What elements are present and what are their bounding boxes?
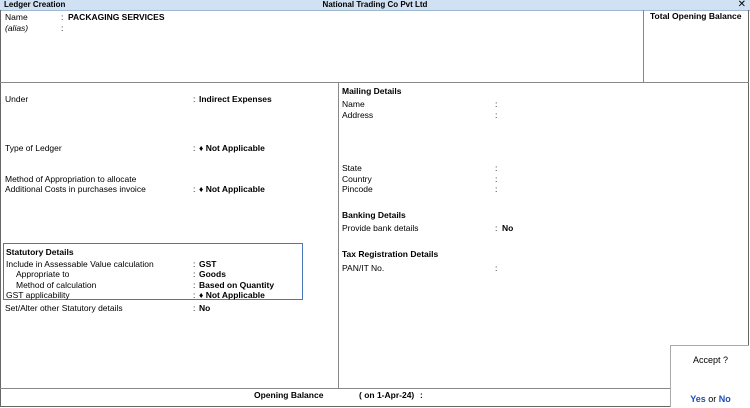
setalter-colon: : — [193, 303, 196, 313]
name-colon: : — [61, 12, 64, 22]
ledger-form — [0, 10, 749, 407]
opening-balance-label: Opening Balance — [254, 390, 324, 400]
method-of-calculation-label: Method of calculation — [16, 280, 97, 290]
method-of-calculation-value[interactable]: Based on Quantity — [199, 280, 275, 290]
gst-applicability-value[interactable]: ♦ Not Applicable — [199, 290, 265, 300]
gst-colon: : — [193, 290, 196, 300]
accept-question: Accept ? — [692, 355, 729, 365]
opening-colon: : — [420, 390, 423, 400]
set-alter-statutory-value[interactable]: No — [199, 303, 211, 313]
state-input[interactable] — [502, 163, 702, 173]
alias-label: (alias) — [5, 23, 29, 33]
appropriate-to-value[interactable]: Goods — [199, 269, 226, 279]
method-appropriation-label: Method of Appropriation to allocate — [5, 174, 137, 184]
set-alter-statutory-label: Set/Alter other Statutory details — [5, 303, 123, 313]
or-text: or — [708, 394, 717, 404]
opening-divider — [643, 10, 644, 82]
pincode-colon: : — [495, 184, 498, 194]
close-icon[interactable]: ✕ — [737, 0, 746, 10]
include-colon: : — [193, 259, 196, 269]
screen-title: Ledger Creation — [4, 0, 66, 9]
alias-input[interactable] — [68, 23, 268, 33]
ledger-name-input[interactable]: PACKAGING SERVICES — [68, 12, 165, 22]
statutory-heading: Statutory Details — [6, 247, 74, 257]
state-colon: : — [495, 163, 498, 173]
method-appropriation-value[interactable]: ♦ Not Applicable — [199, 184, 265, 194]
total-opening-balance-header: Total Opening Balance — [650, 11, 742, 21]
banking-details-heading: Banking Details — [342, 210, 406, 220]
pan-label: PAN/IT No. — [342, 263, 385, 273]
appropriate-to-label: Appropriate to — [16, 269, 70, 279]
provide-bank-details-label: Provide bank details — [342, 223, 419, 233]
under-label: Under — [5, 94, 29, 104]
calc-colon: : — [193, 280, 196, 290]
country-input[interactable] — [502, 174, 702, 184]
state-label: State — [342, 163, 362, 173]
bank-colon: : — [495, 223, 498, 233]
include-assessable-value[interactable]: GST — [199, 259, 217, 269]
provide-bank-details-value[interactable]: No — [502, 223, 514, 233]
no-button[interactable]: No — [718, 394, 731, 404]
type-colon: : — [193, 143, 196, 153]
opening-balance-input[interactable] — [430, 390, 550, 400]
mailing-name-colon: : — [495, 99, 498, 109]
footer-divider — [0, 388, 670, 389]
alias-colon: : — [61, 23, 64, 33]
mailing-name-input[interactable] — [502, 99, 702, 109]
pincode-label: Pincode — [342, 184, 373, 194]
pincode-input[interactable] — [502, 184, 702, 194]
section-divider — [0, 82, 749, 83]
appropriate-colon: : — [193, 269, 196, 279]
column-divider — [338, 82, 339, 388]
country-colon: : — [495, 174, 498, 184]
country-label: Country — [342, 174, 372, 184]
under-colon: : — [193, 94, 196, 104]
method-colon: : — [193, 184, 196, 194]
pan-input[interactable] — [502, 263, 662, 273]
mailing-name-label: Name — [342, 99, 365, 109]
type-of-ledger-value[interactable]: ♦ Not Applicable — [199, 143, 265, 153]
accept-dialog — [670, 345, 749, 407]
name-label: Name — [5, 12, 28, 22]
type-of-ledger-label: Type of Ledger — [5, 143, 62, 153]
include-assessable-label: Include in Assessable Value calculation — [6, 259, 154, 269]
additional-costs-label: Additional Costs in purchases invoice — [5, 184, 146, 194]
address-colon: : — [495, 110, 498, 120]
mailing-details-heading: Mailing Details — [342, 86, 402, 96]
address-label: Address — [342, 110, 374, 120]
accept-answers — [671, 394, 750, 404]
tax-registration-heading: Tax Registration Details — [342, 249, 439, 259]
pan-colon: : — [495, 263, 498, 273]
company-name: National Trading Co Pvt Ltd — [322, 0, 428, 9]
address-input[interactable] — [502, 110, 702, 120]
yes-button[interactable]: Yes — [690, 394, 706, 404]
gst-applicability-label: GST applicability — [6, 290, 70, 300]
under-value[interactable]: Indirect Expenses — [199, 94, 272, 104]
opening-balance-date: ( on 1-Apr-24) — [359, 390, 415, 400]
